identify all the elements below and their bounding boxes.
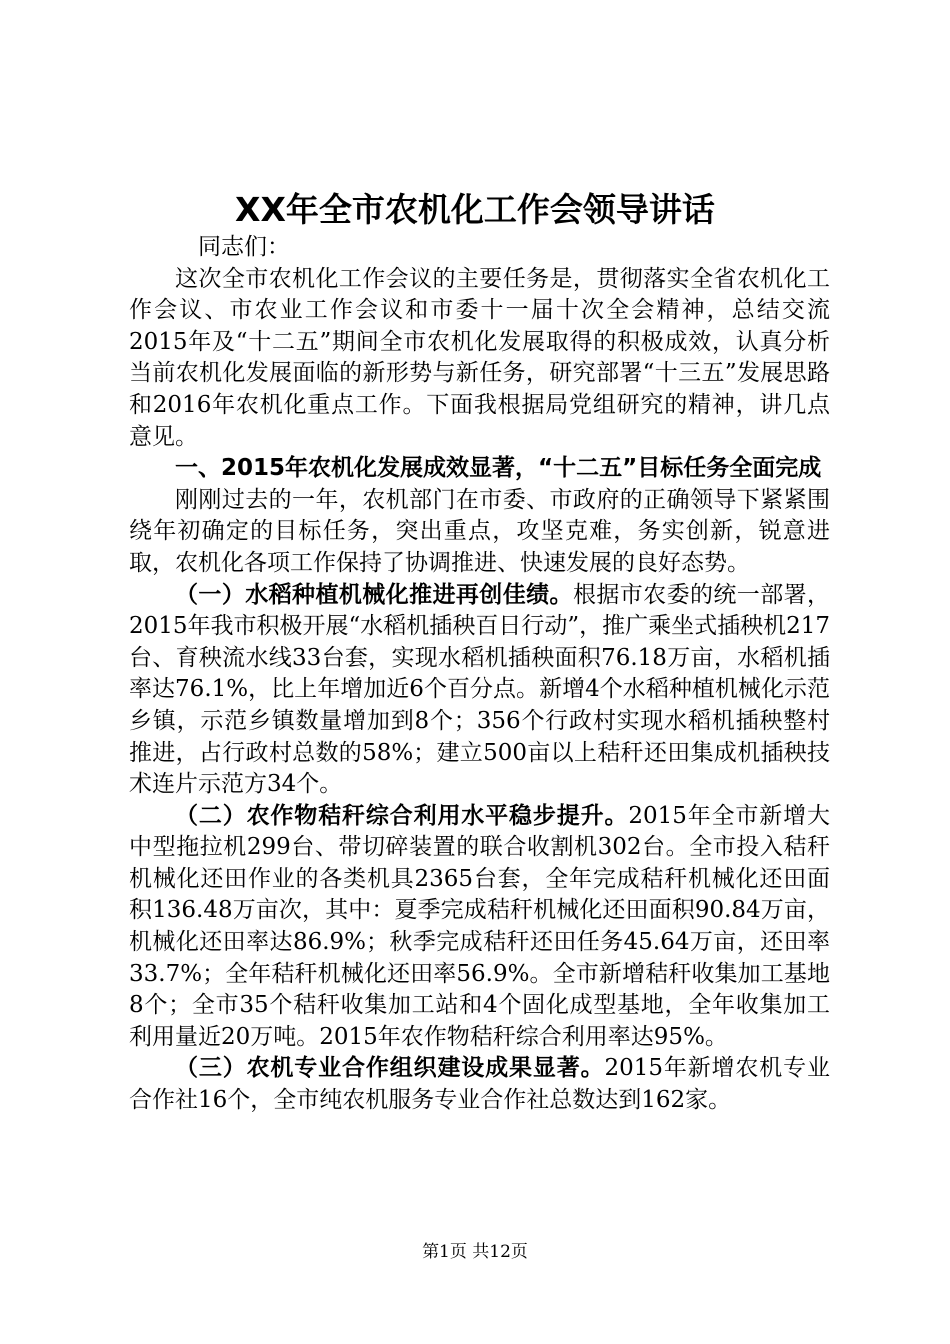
- item-3-text: 2015年新增农机专业合作社16个，全市纯农机服务专业合作社总数达到162家。: [129, 1055, 830, 1114]
- item-1-text: 根据市农委的统一部署，2015年我市积极开展“水稻机插秧百日行动”，推广乘坐式插秧机217台、育秧流水线33台套，实现水稻机插秧面积76.18万亩，水稻机插率达76.1%，比上年增加近6个百分点。新增4个水稻种植机械化示范乡镇，示范乡镇数量增加到8个；356个行政村实现水稻机插秧整村推进，占行政村总数的58%；建立500亩以上秸秆还田集成机插秧技术连片示范方34个。: [129, 581, 831, 798]
- item-1-heading: （一）水稻种植机械化推进再创佳绩。: [175, 581, 573, 608]
- item-1-paragraph: [129, 580, 830, 801]
- section-1-paragraph: 刚刚过去的一年，农机部门在市委、市政府的正确领导下紧紧围绕年初确定的目标任务，突出重点，攻坚克难，务实创新，锐意进取，农机化各项工作保持了协调推进、快速发展的良好态势。: [129, 486, 830, 576]
- item-3-paragraph: [129, 1053, 830, 1116]
- item-2-paragraph: [129, 801, 830, 1054]
- document-title: XX年全市农机化工作会领导讲话: [235, 190, 715, 229]
- item-2-heading: （二）农作物秸秆综合利用水平稳步提升。: [175, 802, 629, 829]
- item-3-heading: （三）农机专业合作组织建设成果显著。: [175, 1055, 605, 1082]
- page-footer: 第1页 共12页: [422, 1242, 528, 1262]
- greeting: [129, 232, 830, 264]
- greeting-text: 同志们：: [198, 234, 290, 260]
- intro-paragraph: 这次全市农机化工作会议的主要任务是，贯彻落实全省农机化工作会议、市农业工作会议和市委十一届十次全会精神，总结交流2015年及“十二五”期间全市农机化发展取得的积极成效，认真分析当前农机化发展面临的新形势与新任务，研究部署“十三五”发展思路和2016年农机化重点工作。下面我根据局党组研究的精神，讲几点意见。: [129, 265, 830, 450]
- item-2-text: 2015年全市新增大中型拖拉机299台、带切碎装置的联合收割机302台。全市投入秸秆机械化还田作业的各类机具2365台套，全年完成秸秆机械化还田面积136.48万亩次，其中：夏季完成秸秆机械化还田面积90.84万亩，机械化还田率达86.9%；秋季完成秸秆还田任务45.64万亩，还田率33.7%；全年秸秆机械化还田率56.9%。全市新增秸秆收集加工基地8个；全市35个秸秆收集加工站和4个固化成型基地，全年收集加工利用量近20万吨。2015年农作物秸秆综合利用率达95%。: [129, 802, 830, 1050]
- section-1-heading: 一、2015年农机化发展成效显著，“十二五”目标任务全面完成: [175, 455, 822, 482]
- document-body: [129, 232, 830, 1117]
